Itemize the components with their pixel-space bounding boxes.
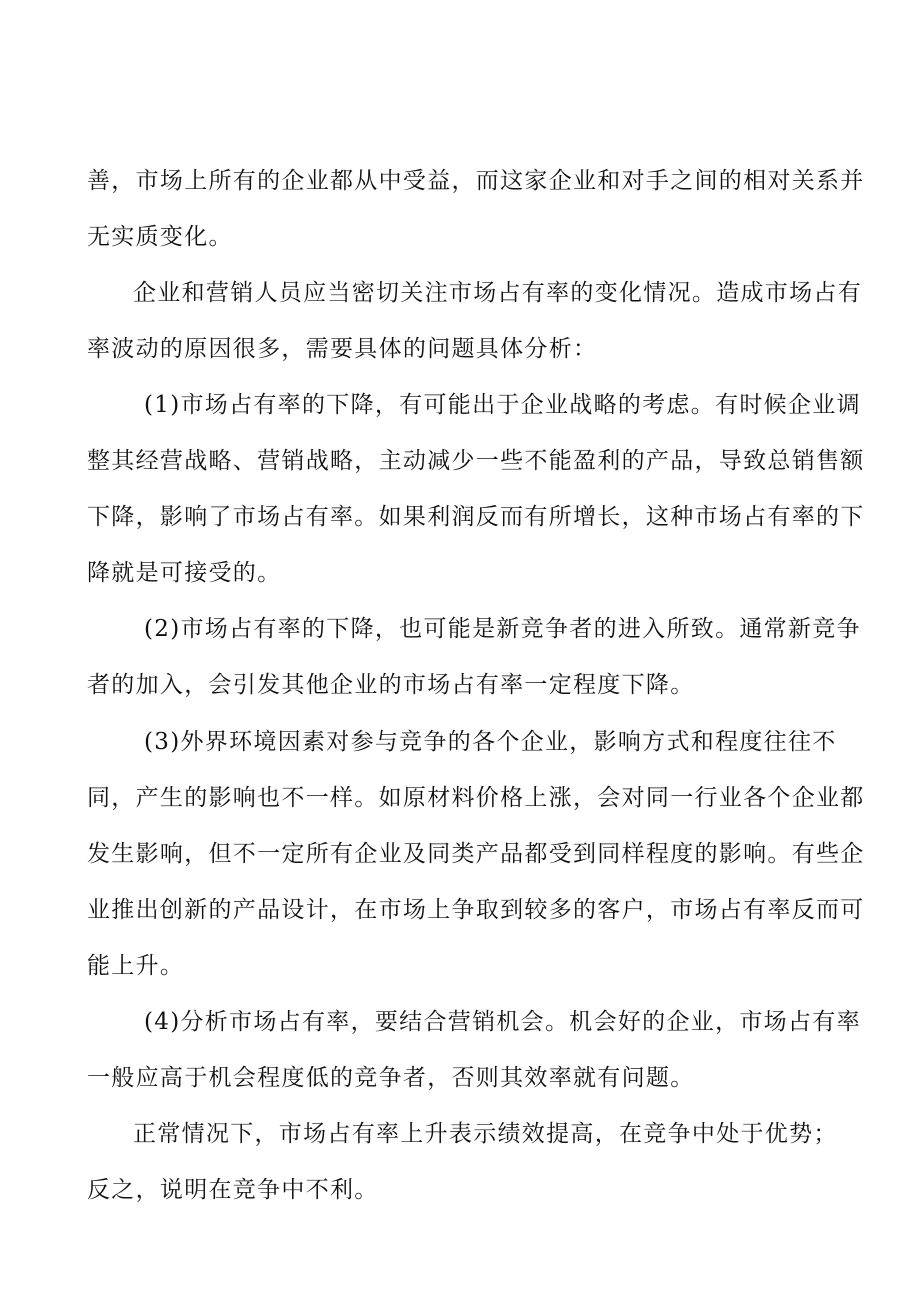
text-line: 同，产生的影响也不一样。如原材料价格上涨，会对同一行业各个企业都 (87, 785, 865, 811)
text-line: (2)市场占有率的下降，也可能是新竞争者的进入所致。通常新竞争 (144, 616, 861, 642)
text-line: 整其经营战略、营销战略，主动减少一些不能盈利的产品，导致总销售额 (87, 448, 865, 474)
text-line: 反之，说明在竞争中不利。 (87, 1177, 379, 1203)
text-line: 业推出创新的产品设计，在市场上争取到较多的客户，市场占有率反而可 (87, 897, 865, 923)
text-line: (1)市场占有率的下降，有可能出于企业战略的考虑。有时候企业调 (144, 392, 861, 418)
text-line: 降就是可接受的。 (87, 560, 282, 586)
text-line: 发生影响，但不一定所有企业及同类产品都受到同样程度的影响。有些企 (87, 841, 865, 867)
text-line: 正常情况下，市场占有率上升表示绩效提高，在竞争中处于优势； (133, 1121, 838, 1147)
text-line: 一般应高于机会程度低的竞争者，否则其效率就有问题。 (87, 1065, 695, 1091)
text-line: 者的加入，会引发其他企业的市场占有率一定程度下降。 (87, 672, 695, 698)
text-line: 善，市场上所有的企业都从中受益，而这家企业和对手之间的相对关系并 (87, 168, 865, 194)
text-line: 企业和营销人员应当密切关注市场占有率的变化情况。造成市场占有 (133, 280, 862, 306)
text-line: 能上升。 (87, 953, 185, 979)
text-line: 无实质变化。 (87, 224, 233, 250)
text-line: 下降，影响了市场占有率。如果利润反而有所增长，这种市场占有率的下 (87, 504, 865, 530)
text-line: (4)分析市场占有率，要结合营销机会。机会好的企业，市场占有率 (144, 1009, 861, 1035)
text-line: 率波动的原因很多，需要具体的问题具体分析： (87, 336, 598, 362)
text-line: (3)外界环境因素对参与竞争的各个企业，影响方式和程度往往不 (144, 729, 837, 755)
